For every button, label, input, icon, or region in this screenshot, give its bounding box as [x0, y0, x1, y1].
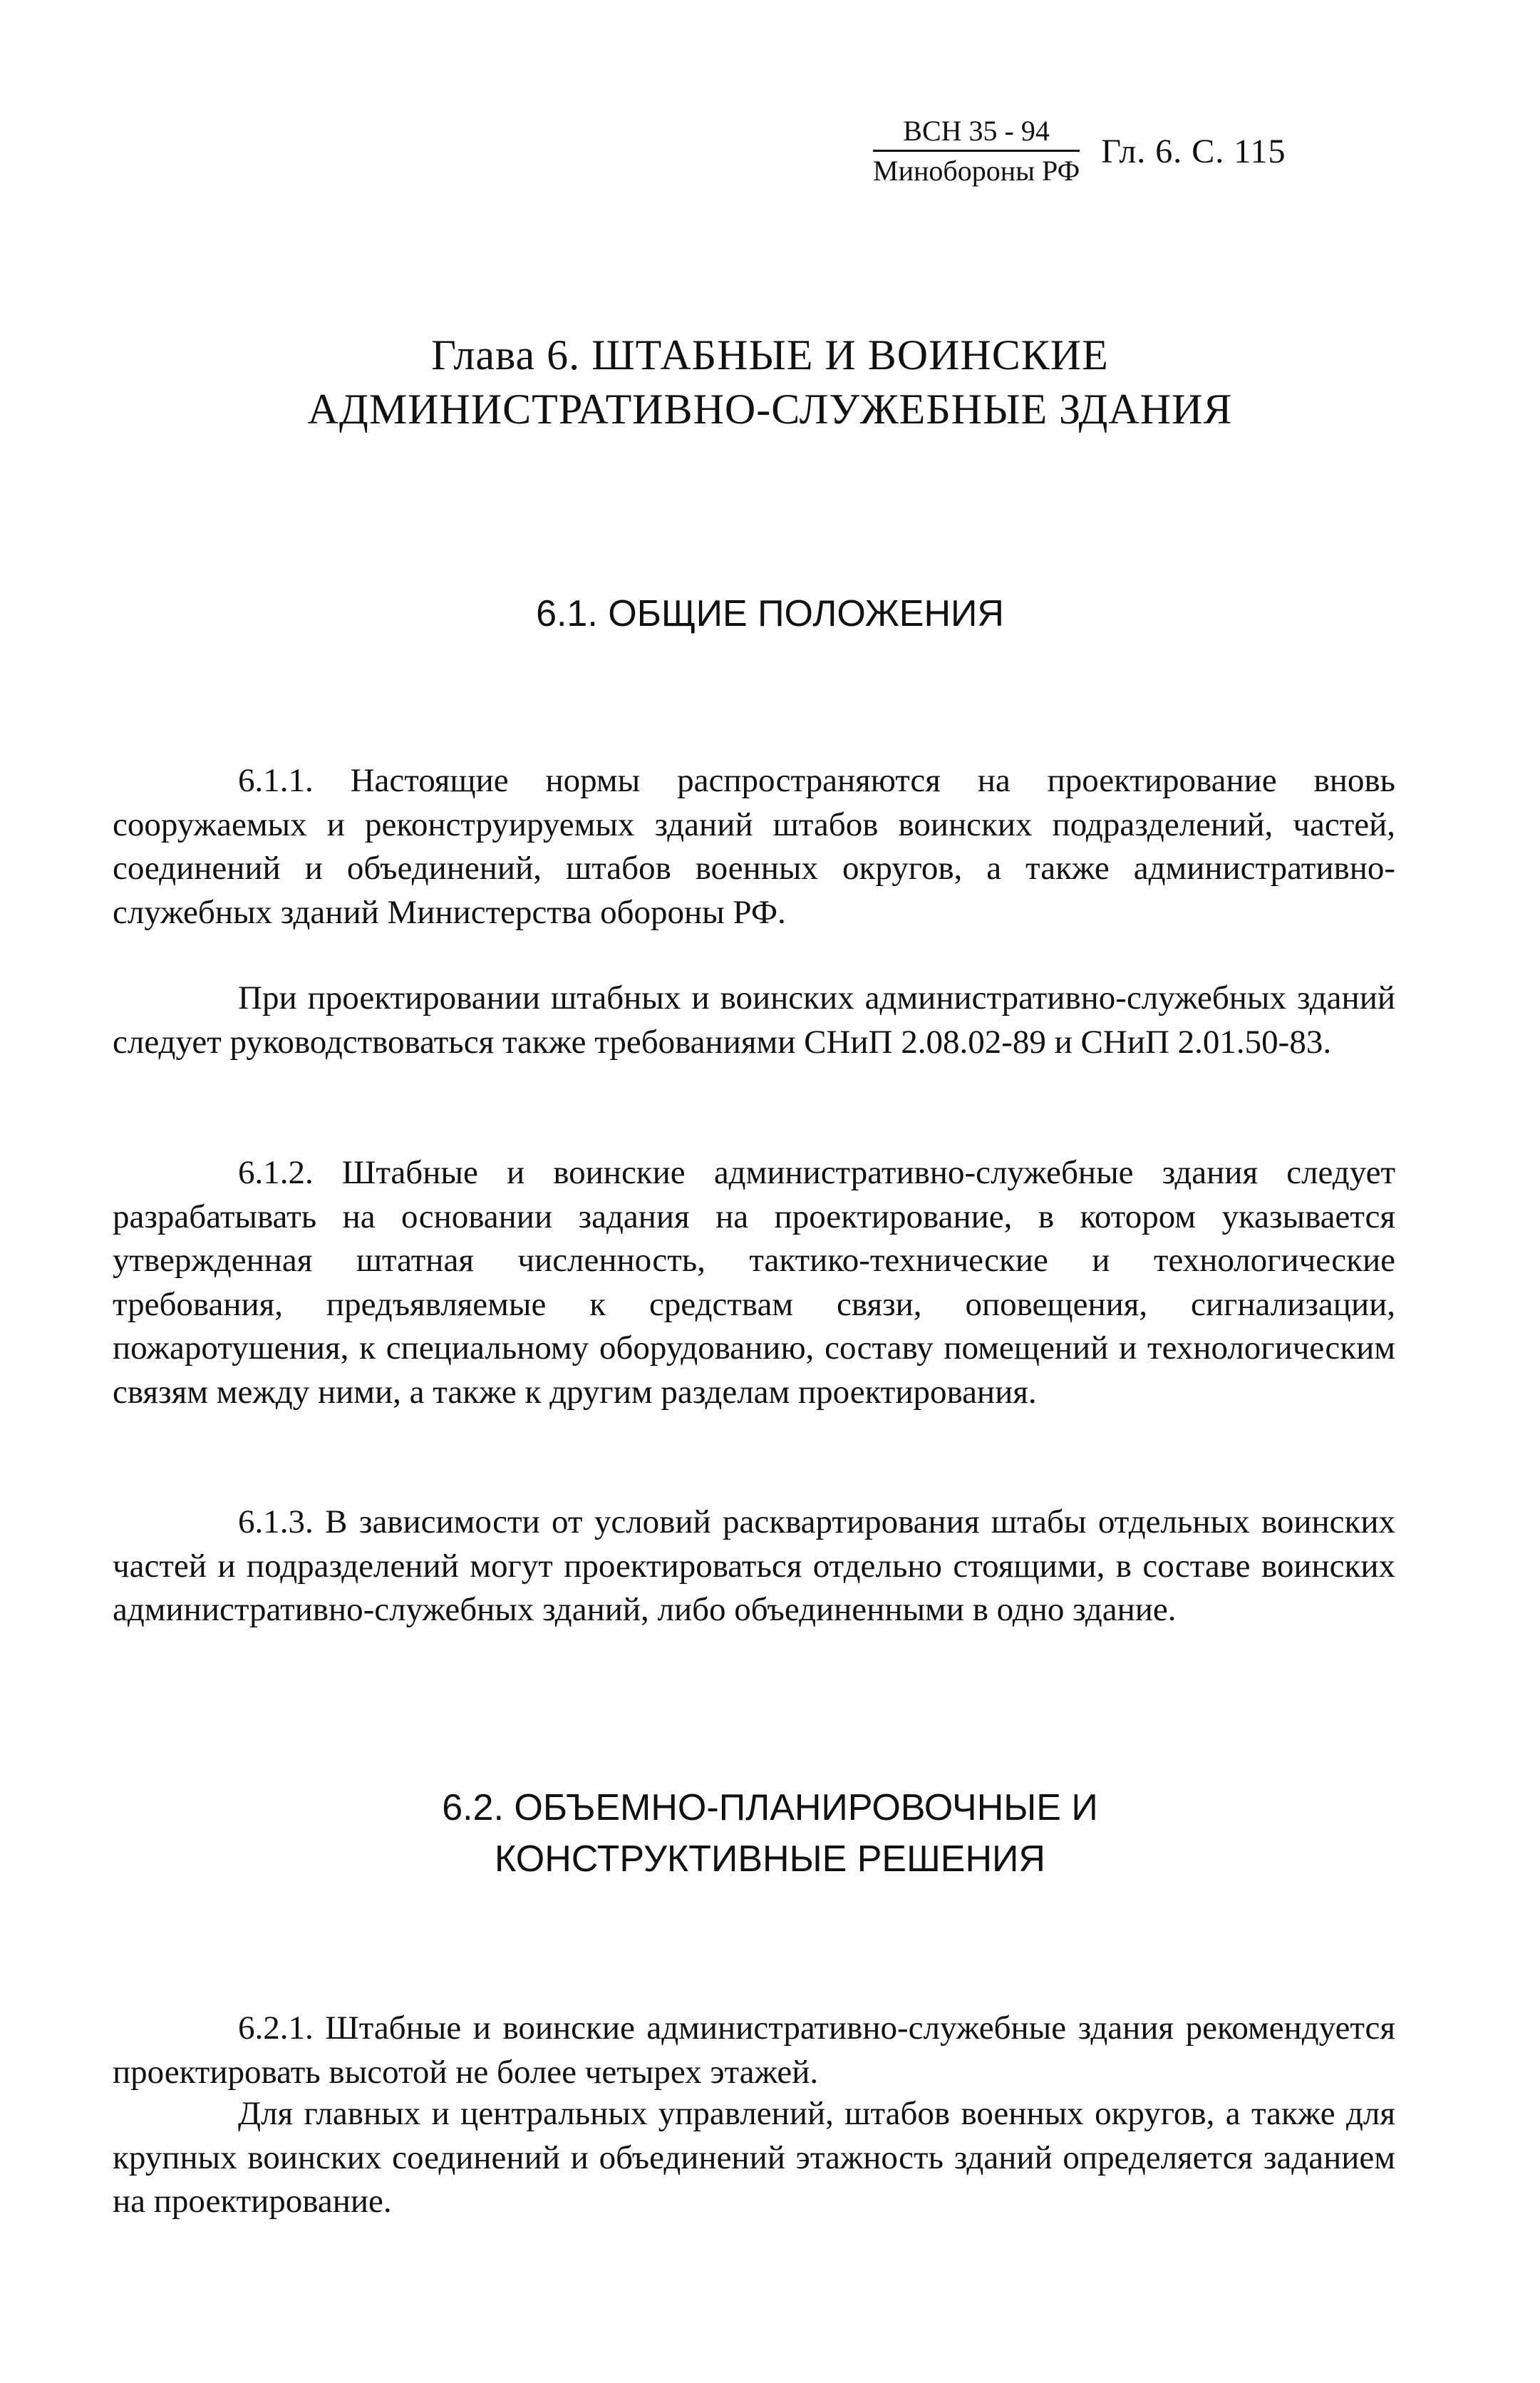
section-heading-6-1 — [0, 588, 1540, 639]
paragraph-6-1-2: 6.1.2. Штабные и воинские административно-служебные здания следует разрабатывать на основании задания на проектирование, в котором указывается утвержденная штатная численность, тактико-технические и технологические требования, предъявляемые к средствам связи, оповещения, сигнализации, пожаротушения, к специальному оборудованию, составу помещений и технологическим связям между ними, а также к другим разделам проектирования. — [113, 1154, 1395, 1411]
paragraph-6-2-1-continued: Для главных и центральных управлений, штабов военных округов, а также для крупных воинских соединений и объединений этажность зданий определяется заданием на проектирование. — [113, 2095, 1395, 2220]
paragraph-6-1-3: 6.1.3. В зависимости от условий расквартирования штабы отдельных воинских частей и подразделений могут проектироваться отдельно стоящими, в составе воинских административно-служебных зданий, либо объединенными в одно здание. — [113, 1503, 1395, 1628]
page-reference: Гл. 6. С. 115 — [1101, 133, 1286, 170]
page-header — [873, 114, 1286, 189]
document-code-issuer: Минобороны РФ — [873, 155, 1080, 187]
section-heading-6-2 — [0, 1782, 1540, 1885]
paragraph-6-1-1: 6.1.1. Настоящие нормы распространяются на проектирование вновь сооружаемых и реконструируемых зданий штабов воинских подразделений, частей, соединений и объединений, штабов военных округов, а также административно-служебных зданий Министерства обороны РФ. — [113, 762, 1395, 931]
section-heading-line: 6.1. ОБЩИЕ ПОЛОЖЕНИЯ — [536, 593, 1004, 634]
document-code — [873, 114, 1080, 189]
chapter-title-line-1: Глава 6. ШТАБНЫЕ И ВОИНСКИЕ — [431, 331, 1109, 379]
paragraph-6-1-1-continued: При проектировании штабных и воинских административно-служебных зданий следует руководствоваться также требованиями СНиП 2.08.02-89 и СНиП 2.01.50-83. — [113, 979, 1395, 1061]
section-heading-line: КОНСТРУКТИВНЫЕ РЕШЕНИЯ — [495, 1838, 1045, 1880]
section-heading-line: 6.2. ОБЪЕМНО-ПЛАНИРОВОЧНЫЕ И — [442, 1787, 1098, 1828]
chapter-title-line-2: АДМИНИСТРАТИВНО-СЛУЖЕБНЫЕ ЗДАНИЯ — [307, 386, 1233, 433]
document-code-number: ВСН 35 - 94 — [873, 114, 1080, 152]
chapter-title — [0, 328, 1540, 436]
paragraph-6-2-1: 6.2.1. Штабные и воинские административно-служебные здания рекомендуется проектировать высотой не более четырех этажей. — [113, 2009, 1395, 2091]
